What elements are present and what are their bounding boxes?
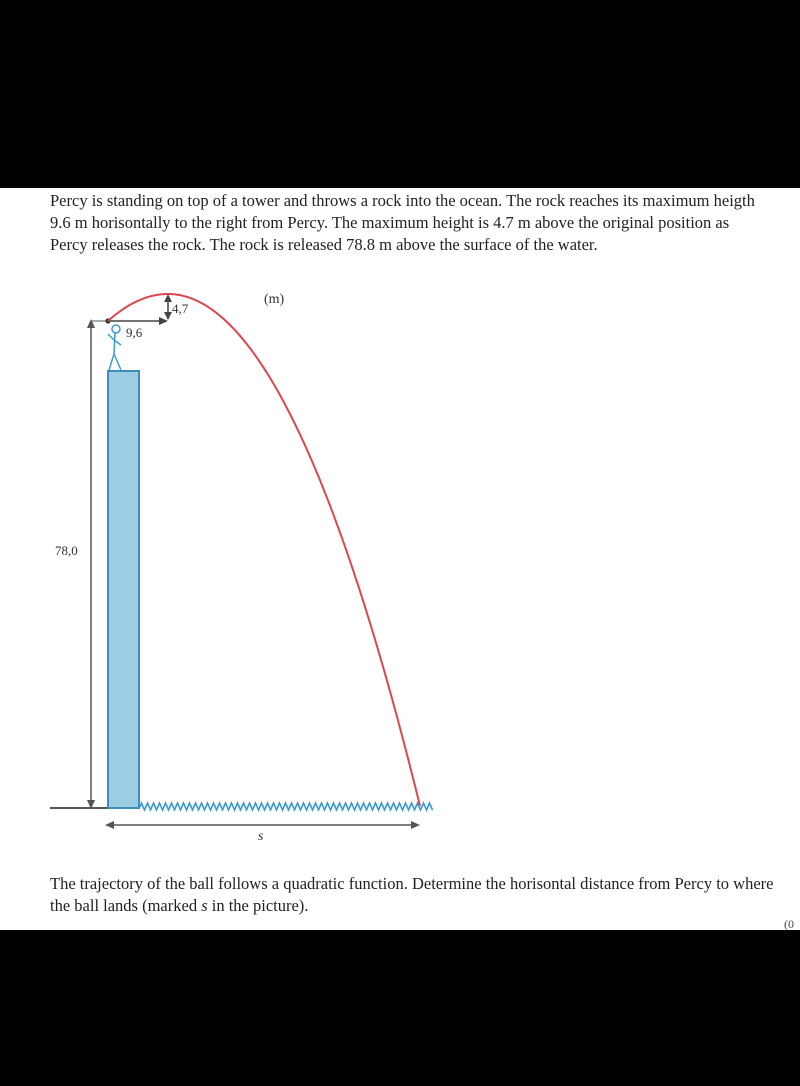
height-label: 78,0 [55, 543, 78, 558]
horizontal-label: 9,6 [126, 325, 143, 340]
trajectory-diagram [0, 188, 800, 930]
distance-arrow-right [411, 821, 420, 829]
rise-arrow-top [164, 294, 172, 302]
question-variable: s [201, 896, 208, 915]
water-surface [140, 803, 433, 810]
percy-figure [108, 325, 121, 370]
problem-sheet [0, 188, 800, 930]
question-text [50, 873, 790, 917]
trajectory-curve [108, 294, 420, 806]
tower [108, 371, 139, 808]
height-arrow-top [87, 319, 95, 328]
rise-label: 4,7 [172, 301, 189, 316]
distance-label: s [258, 829, 264, 844]
problem-intro-text: Percy is standing on top of a tower and throws a rock into the ocean. The rock reaches its maximum heigth 9.6 m horisontally to the right from Percy. The maximum height is 4.7 m above the original position as Percy releases the rock. The rock is released 78.8 m above the surface of the water. [50, 191, 755, 254]
unit-label: (m) [264, 292, 285, 307]
distance-arrow-left [105, 821, 114, 829]
rise-arrow-bottom [164, 312, 172, 320]
points-fragment: (0 [784, 917, 794, 930]
question-text-start: The trajectory of the ball follows a quadratic function. Determine the horisontal distance from Percy to where the ball lands (marked [50, 874, 774, 915]
question-text-end: in the picture). [207, 896, 309, 915]
horizontal-arrow-right [159, 317, 168, 325]
